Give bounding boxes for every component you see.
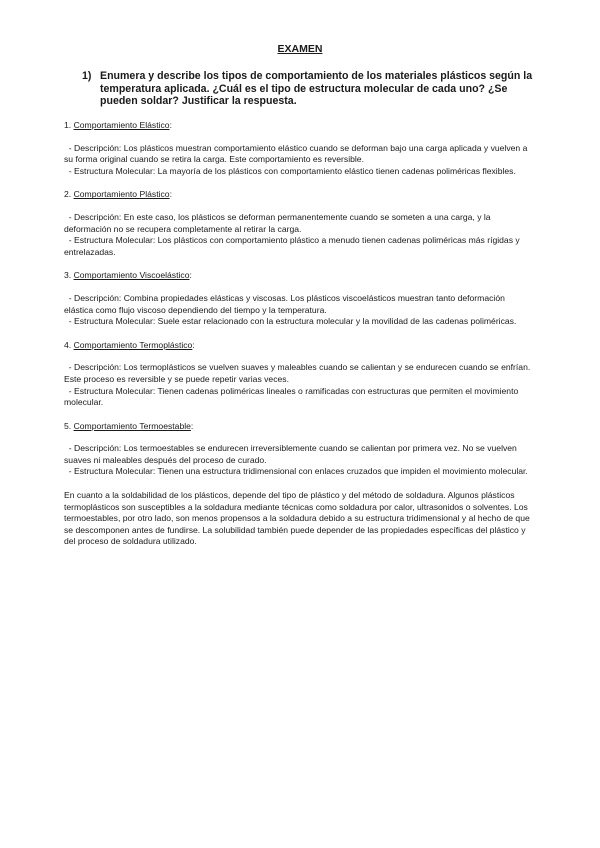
- section-description: - Descripción: Los termoestables se endurecen irreversiblemente cuando se calientan por primera vez. No se vuelven suaves ni maleables después del proceso de curado.: [64, 443, 520, 465]
- section-termoestable: [64, 421, 534, 478]
- section-number: 3.: [64, 270, 72, 281]
- section-viscoelastico: [64, 270, 534, 327]
- section-number: 5.: [64, 420, 72, 431]
- section-structure: - Estructura Molecular: Tienen una estructura tridimensional con enlaces cruzados que impiden el movimiento molecular.: [64, 466, 528, 477]
- section-heading: 2. Comportamiento Plástico:: [64, 189, 172, 200]
- section-title: Comportamiento Termoplástico: [73, 339, 193, 350]
- section-heading: 5. Comportamiento Termoestable:: [64, 420, 194, 431]
- section-number: 2.: [64, 189, 72, 200]
- question-text: Enumera y describe los tipos de comportamiento de los materiales plásticos según la temperatura aplicada. ¿Cuál es el tipo de estructura molecular de cada uno? ¿Se pueden soldar? Justificar la respuesta.: [100, 70, 533, 108]
- section-description: - Descripción: En este caso, los plásticos se deforman permanentemente cuando se someten a una carga, y la deformación no se recupera completamente al retirar la carga.: [64, 211, 493, 234]
- question-1: [82, 70, 542, 108]
- section-description: - Descripción: Combina propiedades elásticas y viscosas. Los plásticos viscoelásticos muestran tanto deformación elástica como flujo viscoso dependiendo del tiempo y la temperatura.: [64, 292, 508, 315]
- section-number: 1.: [64, 120, 72, 130]
- section-description: - Descripción: Los plásticos muestran comportamiento elástico cuando se deforman bajo una carga aplicada y vuelven a su forma original cuando se retira la carga. Este comportamiento es reversible.: [64, 142, 530, 165]
- section-title: Comportamiento Elástico: [73, 120, 170, 130]
- conclusion-paragraph: En cuanto a la soldabilidad de los plásticos, depende del tipo de plástico y del método de soldadura. Algunos plásticos termoplásticos son susceptibles a la soldadura mediante técnicas como soldadura por calor, ultrasonidos o solventes. Los termoestables, por otro lado, son menos propensos a la soldadura debido a su estructura tridimensional y al hecho de que se descomponen antes de fundirse. La solubilidad también puede depender de las propiedades específicas del plástico y del proceso de soldadura utilizado.: [64, 490, 530, 547]
- section-structure: - Estructura Molecular: Tienen cadenas poliméricas lineales o ramificadas con estructuras que permiten el movimiento molecular.: [64, 385, 521, 408]
- document-title: EXAMEN: [277, 43, 323, 55]
- question-number: 1): [82, 70, 92, 82]
- section-elastico: [64, 120, 534, 177]
- section-structure: - Estructura Molecular: Los plásticos con comportamiento plástico a menudo tienen cadenas poliméricas más rígidas y entrelazadas.: [64, 235, 523, 257]
- section-heading: 1. Comportamiento Elástico:: [64, 120, 172, 130]
- section-title: Comportamiento Plástico: [73, 189, 170, 200]
- section-description: - Descripción: Los termoplásticos se vuelven suaves y maleables cuando se calientan y se endurecen cuando se enfrían. Este proceso es reversible y se puede repetir varias veces.: [64, 362, 533, 384]
- answer-body: [64, 120, 534, 548]
- section-number: 4.: [64, 339, 72, 350]
- section-structure: - Estructura Molecular: La mayoría de los plásticos con comportamiento elástico tienen cadenas poliméricas flexibles.: [64, 165, 516, 176]
- section-title: Comportamiento Termoestable: [73, 420, 191, 431]
- section-heading: 3. Comportamiento Viscoelástico:: [64, 270, 192, 281]
- section-heading: 4. Comportamiento Termoplástico:: [64, 339, 195, 350]
- section-structure: - Estructura Molecular: Suele estar relacionado con la estructura molecular y la movilidad de las cadenas poliméricas.: [64, 316, 517, 327]
- section-termoplastico: [64, 340, 534, 409]
- section-plastico: [64, 189, 534, 258]
- section-title: Comportamiento Viscoelástico: [73, 270, 190, 281]
